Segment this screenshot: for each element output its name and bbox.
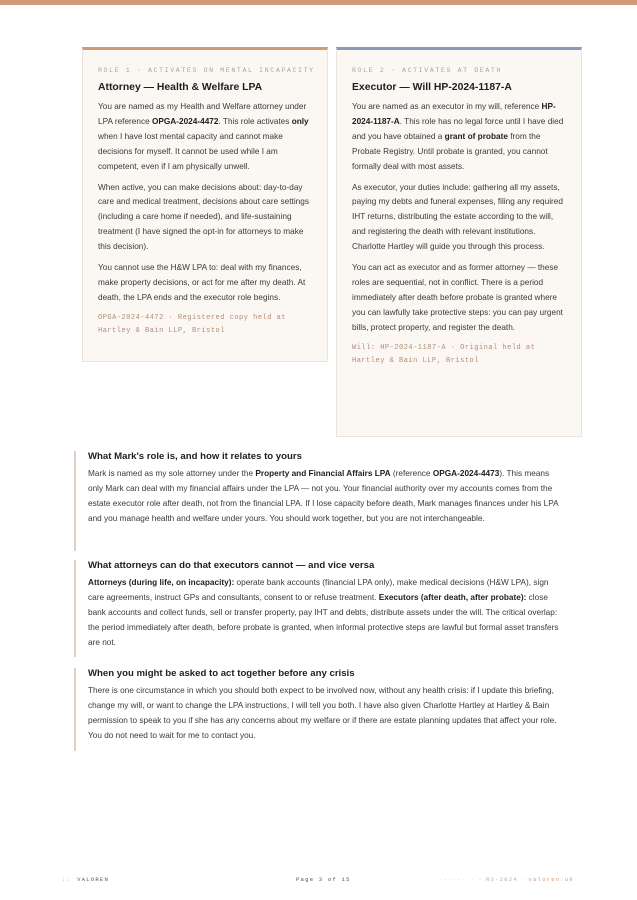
card-paragraph xyxy=(352,100,567,175)
card-title: Attorney — Health & Welfare LPA xyxy=(98,82,263,93)
section-marks-role xyxy=(74,451,564,551)
section-paragraph: There is one circumstance in which you should both expect to be involved now, without any health crisis: if I update this briefing, change my will, or want to change the LPA instructions, I will tell you both. I have also given Charlotte Hartley at Hartley & Bain permission to speak to you if she has any concerns about my welfare or if there are estate planning updates that affect your role. You do not need to wait for me to contact you. xyxy=(88,686,557,740)
text: You are named as an executor in my will, reference xyxy=(352,102,542,111)
text: . This role has no legal force until I have died and you have obtained a xyxy=(352,116,564,141)
card-paragraph xyxy=(98,100,313,175)
text: . This role activates xyxy=(218,116,292,126)
text: (reference xyxy=(390,469,433,478)
text: You are named as my Health and Welfare attorney under LPA reference xyxy=(98,102,307,126)
text: Mark is named as my sole attorney under the xyxy=(88,469,256,478)
text: when I have lost mental capacity and cannot make decisions for myself. It cannot be used while I am competent, even if I am physically unwell. xyxy=(98,131,283,171)
text: close bank accounts and collect funds, sell or transfer property, pay IHT and debts, distribute assets under the will. The critical overlap: the period immediately after death, before probate is granted, when informal protective steps are lawful but formal asset transfers are not. xyxy=(88,593,559,647)
card-paragraph: You can act as executor and as former attorney — these roles are sequential, not in conflict. There is a period immediately after death before probate is granted where you can lawfully take protective steps: you can pay urgent bills, protect property, and register the death. xyxy=(352,263,563,332)
text: operate bank accounts (financial LPA only), make medical decisions (H&W LPA), sign care agreements, instruct GPs and consultants, consent to or refuse treatment. xyxy=(88,578,549,602)
page-number: Page 3 of 15 xyxy=(296,876,351,883)
emphasis: Property and Financial Affairs LPA xyxy=(255,469,391,478)
section-heading: What attorneys can do that executors cannot — and vice versa xyxy=(88,560,375,571)
role-card-attorney xyxy=(82,47,328,362)
section-attorneys-vs-executors xyxy=(74,560,564,657)
footer-brand xyxy=(62,876,109,883)
role-label: ROLE 2 · ACTIVATES AT DEATH xyxy=(352,67,503,74)
separator: · xyxy=(478,876,483,883)
section-heading: When you might be asked to act together before any crisis xyxy=(88,668,355,679)
section-acting-together xyxy=(74,668,564,751)
card-paragraph: As executor, your duties include: gathering all my assets, paying my debts and funeral expenses, filing any required IHT returns, distributing the estate according to the will, and registering the death with relevant institutions. Charlotte Hartley will guide you through this process. xyxy=(352,182,563,252)
footer-meta xyxy=(439,876,574,883)
website-link[interactable]: valoren.uk xyxy=(528,876,574,883)
emphasis: grant of probate xyxy=(444,131,508,141)
role-label: ROLE 1 · ACTIVATES ON MENTAL INCAPACITY xyxy=(98,67,315,74)
text: ). This means only Mark can deal with my financial affairs under the LPA — not you. Your financial authority over my accounts comes from the estate executor role after death, not from the financial LPA. If I lose capacity before death, Mark manages finances under his LPA and you manage health and welfare under yours. You should work together, but you are not interchangeable. xyxy=(88,469,559,523)
emphasis: Attorneys (during life, on incapacity): xyxy=(88,578,235,587)
card-reference-note: Will: HP-2024-1187-A · Original held at Hartley & Bain LLP, Bristol xyxy=(352,343,536,366)
card-paragraph: You cannot use the H&W LPA to: deal with my finances, make property decisions, or act for me after my death. At death, the LPA ends and the executor role begins. xyxy=(98,263,306,302)
card-paragraph: When active, you can make decisions about: day-to-day care and medical treatment, decisions about care settings (including a care home if needed), and life-sustaining treatment (I have signed the opt-in for attorneys to make this decision). xyxy=(98,182,309,252)
emphasis: only xyxy=(291,116,309,126)
document-code: RS-2024 xyxy=(485,876,518,883)
brand-name: VALOREN xyxy=(77,876,110,883)
section-paragraph xyxy=(88,466,564,526)
role-card-executor xyxy=(336,47,582,437)
emphasis: Executors (after death, after probate): xyxy=(378,593,527,602)
card-title: Executor — Will HP-2024-1187-A xyxy=(352,82,512,93)
card-reference-note: OPGA-2024-4472 · Registered copy held at Hartley & Bain LLP, Bristol xyxy=(98,313,287,336)
will-reference: HP-2024-1187-A xyxy=(352,102,556,126)
footer-faint-text: ········ xyxy=(438,876,476,883)
section-paragraph xyxy=(88,575,564,650)
brand-mark-icon: :: xyxy=(62,876,72,883)
section-heading: What Mark's role is, and how it relates to yours xyxy=(88,451,302,462)
lpa-reference: OPGA-2024-4472 xyxy=(151,116,219,126)
page-footer xyxy=(62,876,574,888)
text: from the Probate Registry. Until probate is granted, you cannot formally deal with most assets. xyxy=(352,131,548,171)
lpa-reference: OPGA-2024-4473 xyxy=(432,469,500,478)
top-accent-bar xyxy=(0,0,637,5)
separator: · xyxy=(520,876,526,883)
